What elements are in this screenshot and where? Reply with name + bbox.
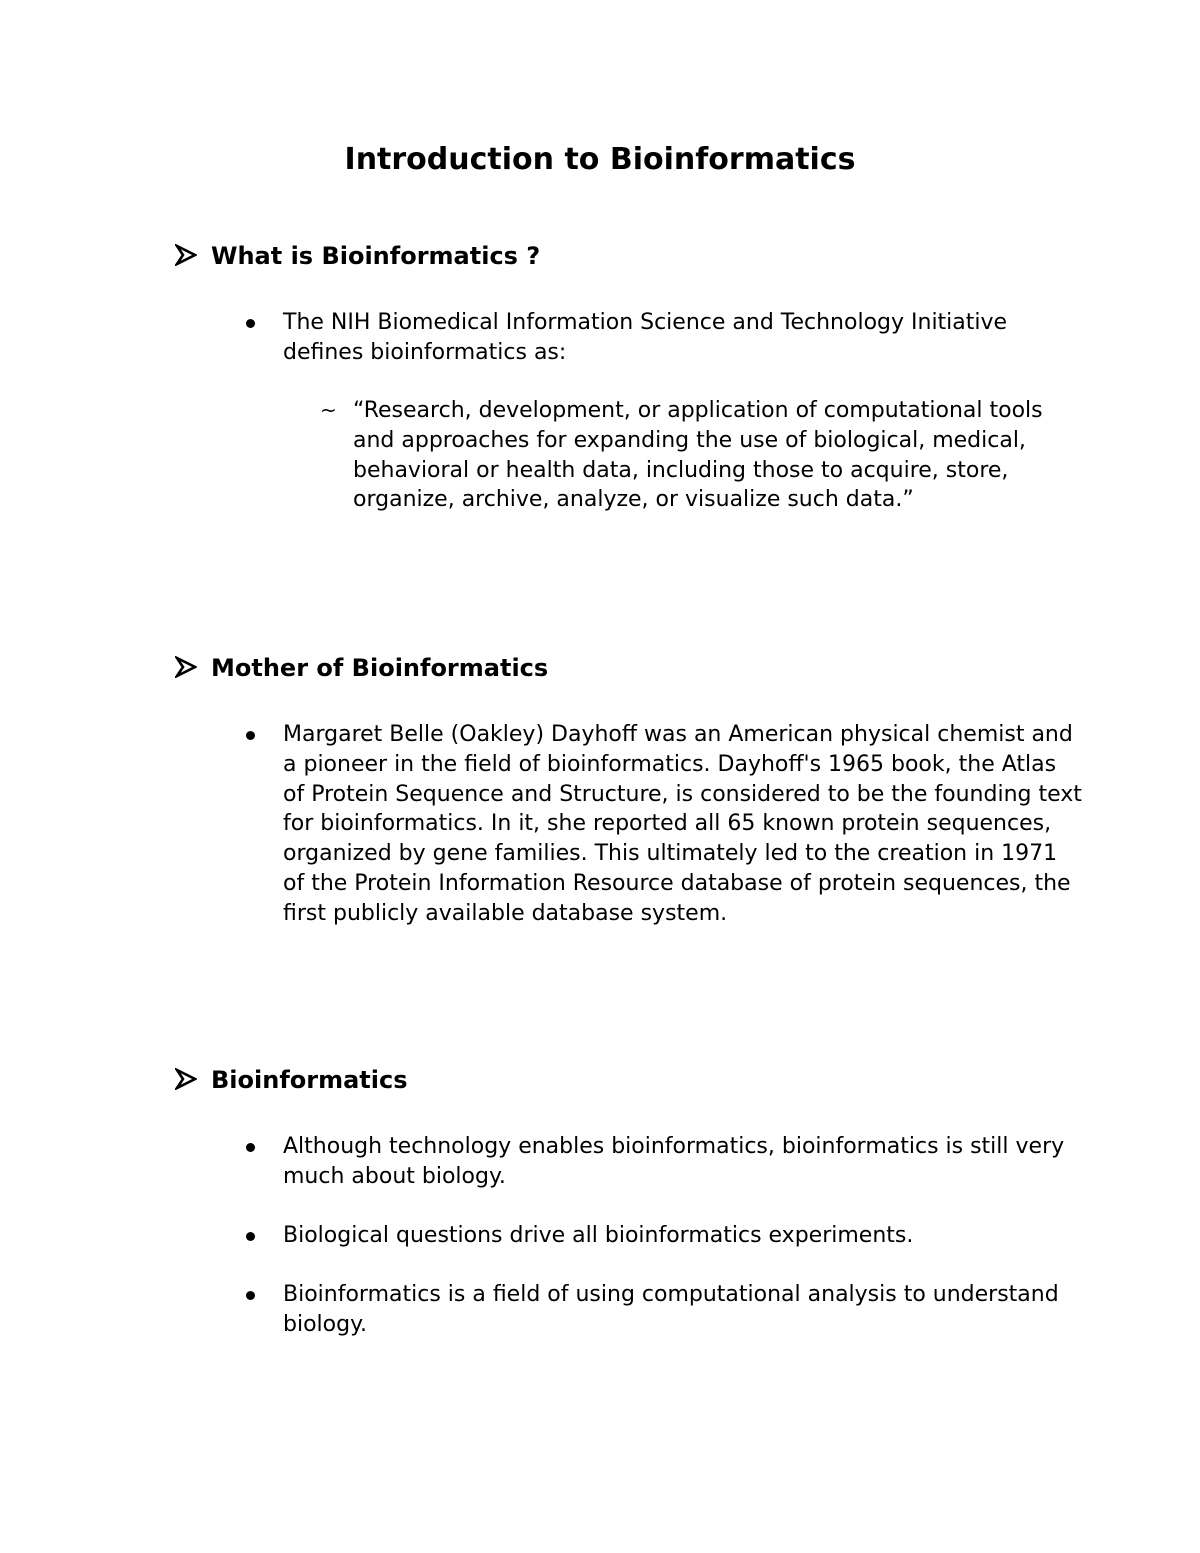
arrow-bullet-icon — [175, 244, 197, 266]
section-heading-what-is-bioinformatics — [175, 240, 540, 272]
bullet-dot-icon — [246, 1232, 255, 1241]
section-heading-mother-of-bioinformatics — [175, 652, 548, 684]
section-heading-text: Bioinformatics — [211, 1066, 408, 1094]
list-item — [283, 1221, 1083, 1251]
section-heading-text: What is Bioinformatics ? — [211, 242, 541, 270]
section-heading-bioinformatics — [175, 1064, 408, 1096]
arrow-bullet-icon — [175, 1068, 197, 1090]
list-item — [283, 720, 1083, 929]
section-heading-text: Mother of Bioinformatics — [211, 654, 549, 682]
bullet-dot-icon — [246, 1291, 255, 1300]
bullet-dot-icon — [246, 1143, 255, 1152]
list-item-text: Biological questions drive all bioinformatics experiments. — [283, 1223, 914, 1248]
list-item — [283, 1132, 1083, 1192]
list-item-text: Margaret Belle (Oakley) Dayhoff was an American physical chemist and a pioneer in the field of bioinformatics. Dayhoff's 1965 book, the Atlas of Protein Sequence and Structure, is considered to be the founding text for bioinformatics. In it, she reported all 65 known protein sequences, organized by gene families. This ultimately led to the creation in 1971 of the Protein Information Resource database of protein sequences, the first publicly available database system. — [283, 722, 1082, 926]
quote-text: “Research, development, or application of computational tools and approaches for expanding the use of biological, medical, behavioral or health data, including those to acquire, store, organize, archive, analyze, or visualize such data.” — [353, 398, 1043, 513]
arrow-bullet-icon — [175, 656, 197, 678]
list-item-text: Although technology enables bioinformatics, bioinformatics is still very much about biology. — [283, 1134, 1065, 1189]
document-title: Introduction to Bioinformatics — [344, 142, 856, 177]
tilde-marker: ~ — [320, 398, 337, 422]
list-item-text: Bioinformatics is a field of using computational analysis to understand biology. — [283, 1282, 1059, 1337]
bullet-dot-icon — [246, 731, 255, 740]
bullet-dot-icon — [246, 319, 255, 328]
list-item — [283, 308, 1083, 368]
quote-item — [320, 396, 1073, 515]
list-item-text: The NIH Biomedical Information Science and Technology Initiative defines bioinformatics as: — [283, 310, 1008, 365]
list-item — [283, 1280, 1083, 1340]
